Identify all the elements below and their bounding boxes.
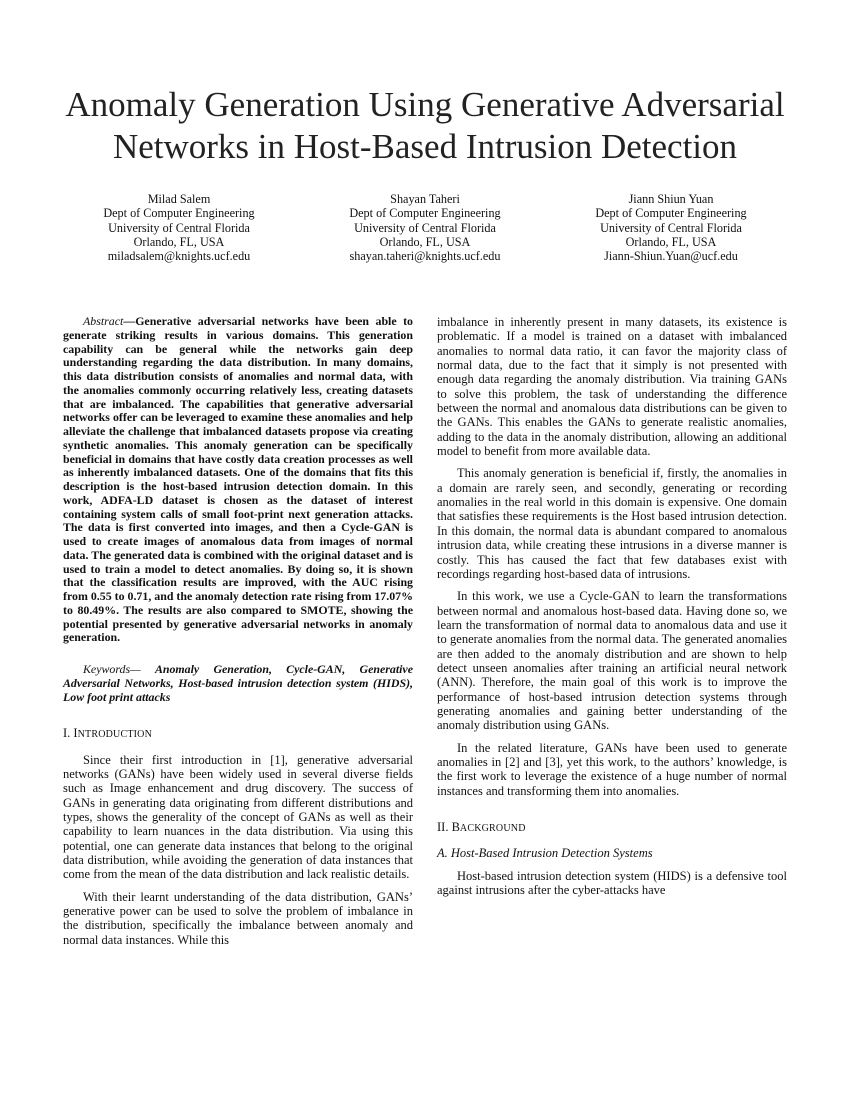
- section-title-rest: NTRODUCTION: [77, 729, 153, 741]
- author-email: Jiann-Shiun.Yuan@ucf.edu: [604, 249, 738, 264]
- author-block: [300, 192, 550, 263]
- author-org: University of Central Florida: [354, 220, 496, 235]
- keywords: [63, 663, 413, 704]
- author-name: Milad Salem: [147, 192, 211, 206]
- paragraph: Since their first introduction in [1], generative adversarial networks (GANs) have been widely used in several diverse fields such as Image enhancement and drug discovery. The success of GANs in generating data originating from different distributions and types, shows the generality of the concept of GANs as well as their capability to learn nuances in the data distribution. Via using this potential, one can generate data instances that belong to the original data distribution, while avoiding the generation of data instances that come from the mean of the data distribution and lack realistic details.: [63, 752, 413, 882]
- author-org: University of Central Florida: [108, 220, 250, 235]
- section-title-rest: ACKGROUND: [459, 823, 526, 834]
- section-heading-introduction: [63, 726, 413, 742]
- author-name: Jiann Shiun Yuan: [628, 192, 714, 206]
- author-dept: Dept of Computer Engineering: [349, 206, 501, 221]
- keywords-lead: Keywords—: [83, 662, 155, 676]
- paragraph: In this work, we use a Cycle-GAN to learn the transformations between normal and anomalous host-based data. Having done so, we learn the transformation of normal data to anomalous data and use it to generate anomalies from the normal data. The generated anomalies are then added to the anomaly distribution and are shown to help detect unseen anomalies after training an artificial neural network (ANN). Therefore, the main goal of this work is to improve the performance of host-based intrusion detection systems through generating anomalies and gaining better understanding of the anomaly distribution using GANs.: [437, 589, 787, 733]
- paper-title: Anomaly Generation Using Generative Adversarial Networks in Host-Based Intrusion Detection: [65, 85, 785, 166]
- subsection-heading: A. Host-Based Intrusion Detection Systems: [437, 846, 653, 861]
- right-column: [437, 315, 787, 897]
- abstract: [63, 315, 413, 645]
- author-location: Orlando, FL, USA: [133, 234, 225, 249]
- paragraph: Host-based intrusion detection system (HIDS) is a defensive tool against intrusions after the cyber-attacks have: [437, 868, 787, 898]
- paragraph: In the related literature, GANs have been used to generate anomalies in [2] and [3], yet this work, to the authors’ knowledge, is the first work to leverage the existence of a huge number of normal instances and transforming them into anomalies.: [437, 740, 787, 798]
- author-email: miladsalem@knights.ucf.edu: [107, 249, 251, 264]
- section-number: II.: [437, 820, 452, 834]
- author-block: [54, 192, 304, 263]
- author-org: University of Central Florida: [600, 220, 742, 235]
- paragraph: With their learnt understanding of the data distribution, GANs’ generative power can be used to solve the problem of imbalance in the distribution, specifically the imbalance between anomaly and normal data instances. While this: [63, 889, 413, 947]
- abstract-lead: Abstract: [83, 314, 124, 328]
- section-number: I.: [63, 726, 74, 741]
- author-name: Shayan Taheri: [390, 192, 460, 206]
- keywords-text: Anomaly Generation, Cycle-GAN, Generative Adversarial Networks, Host-based intrusion detection system (HIDS), Low foot print attacks: [63, 662, 413, 704]
- paragraph: This anomaly generation is beneficial if, firstly, the anomalies in a domain are rarely seen, and secondly, generating or recording anomalies in the real world in this domain is expensive. One domain that satisfies these requirements is the Host based intrusion detection. In this domain, the normal data is abundant compared to anomalous intrusion data, while creating these intrusions in a diverse manner is costly. This has caused the fact that few databases exist with recordings regarding host-based data of intrusions.: [437, 466, 787, 581]
- section-initial: I: [73, 726, 78, 741]
- author-dept: Dept of Computer Engineering: [595, 206, 747, 221]
- paragraph: imbalance in inherently present in many datasets, its existence is problematic. If a model is trained on a dataset with imbalanced anomalies to normal data ratio, it can favor the majority class of normal data, due to the fact that it simply is not presented with enough data regarding the anomaly distribution. Via training GANs to solve this problem, the task of understanding the difference between the normal and anomalous data distributions can be given to the GANs. This enables the GANs to generate realistic anomalies, adding to the data in the anomaly distribution, allowing an additional model to benefit from more available data.: [437, 315, 787, 459]
- author-block: [546, 192, 796, 263]
- section-heading-background: [437, 820, 787, 836]
- author-email: shayan.taheri@knights.ucf.edu: [349, 249, 501, 264]
- section-initial: B: [451, 820, 460, 834]
- author-dept: Dept of Computer Engineering: [103, 206, 255, 221]
- author-location: Orlando, FL, USA: [379, 234, 471, 249]
- abstract-text: —Generative adversarial networks have been able to generate striking results in various domains. This generation capability can be general while the networks gain deep understanding regarding the data distribution. In many domains, this data distribution consists of anomalies and normal data, with the anomalies commonly occurring relatively less, creating datasets that are imbalanced. The capabilities that generative adversarial networks offer can be leveraged to examine these anomalies and help alleviate the challenge that imbalanced datasets propose via creating synthetic anomalies. This anomaly generation can be specifically beneficial in domains that have costly data creation processes as well as inherently imbalanced datasets. One of the domains that fits this description is the host-based intrusion detection domain. In this work, ADFA-LD dataset is chosen as the dataset of interest containing system calls of small foot-print next generation attacks. The data is first converted into images, and then a Cycle-GAN is used to create images of anomalous data from images of normal data. The generated data is combined with the original dataset and is used to train a model to detect anomalies. By doing so, it is shown that the classification results are improved, with the AUC rising from 0.55 to 0.71, and the anomaly detection rate rising from 17.07% to 80.49%. The results are also compared to SMOTE, showing the potential presented by generative adversarial networks in anomaly generation.: [63, 314, 413, 645]
- author-location: Orlando, FL, USA: [625, 234, 717, 249]
- left-column: [63, 315, 413, 947]
